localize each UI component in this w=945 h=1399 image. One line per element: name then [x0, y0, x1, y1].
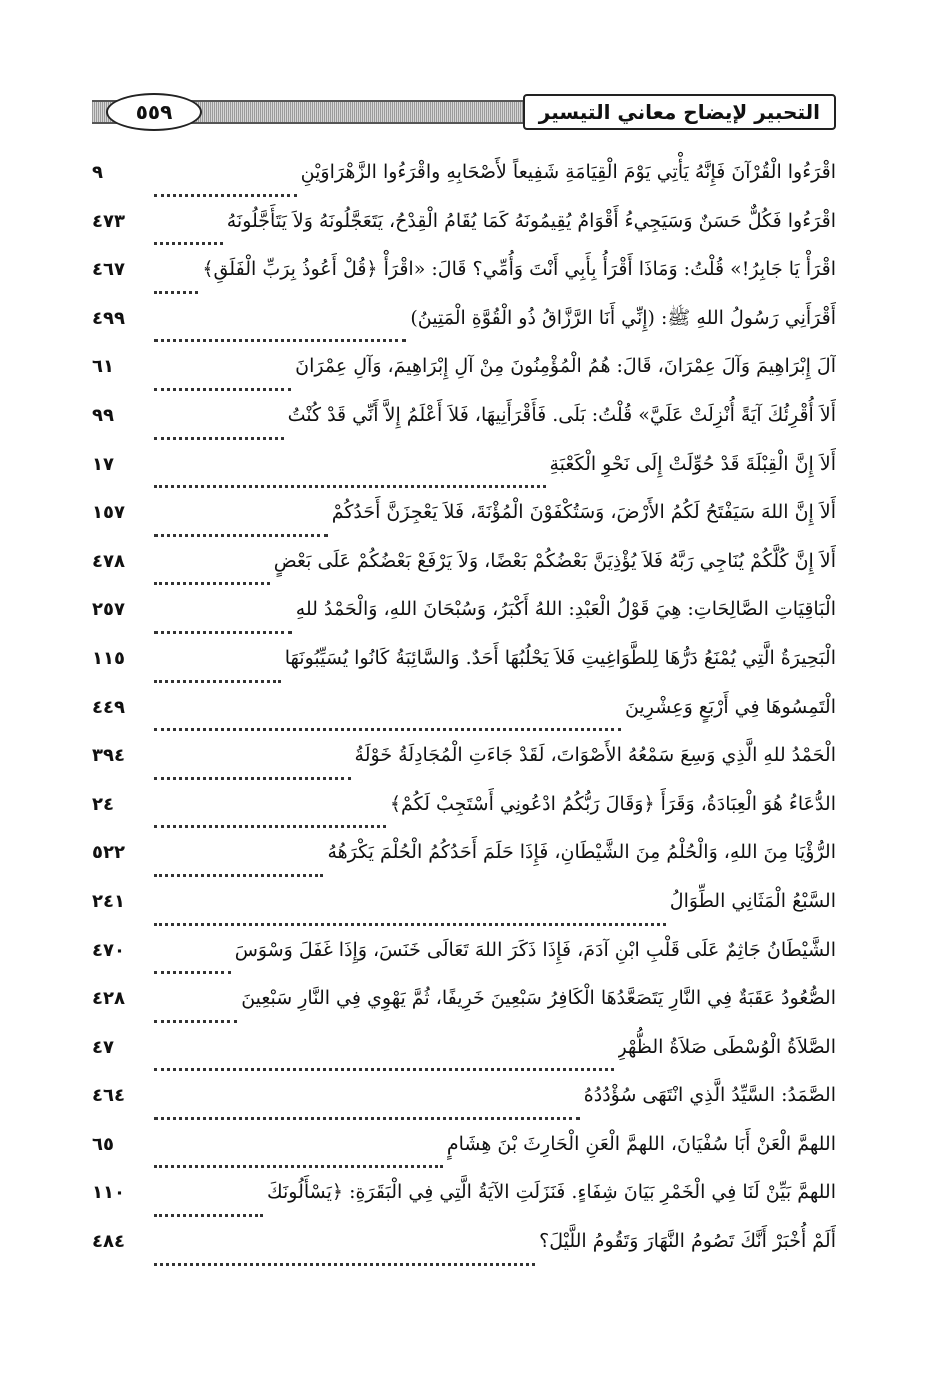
- book-title: التحبير لإيضاح معاني التيسير: [523, 94, 836, 130]
- entry-page-number: ٤٧٣: [92, 210, 125, 232]
- entry-text: الدُّعَاءُ هُوَ الْعِبَادَةُ، وَقَرَأَ ﴿وَقَالَ رَبُّكُمُ ادْعُونِي أَسْتَجِبْ لَكُمْ﴾: [389, 792, 836, 815]
- entry-text: آلَ إِبْرَاهِيمَ وَآلَ عِمْرَانَ، قَالَ: هُمُ الْمُؤْمِنُونَ مِنْ آلِ إِبْرَاهِيمَ، وَآلِ عِمْرَانَ: [295, 355, 836, 378]
- dot-leader: [154, 1247, 535, 1266]
- index-entry: [92, 1217, 836, 1266]
- dot-leader: [154, 323, 406, 342]
- entry-page-number: ٩: [92, 162, 103, 183]
- dot-leader: [154, 226, 223, 245]
- entry-text: الْحَمْدُ للهِ الَّذِي وَسِعَ سَمْعُهُ الأَصْوَاتَ، لَقَدْ جَاءَتِ الْمُجَادِلَةُ خَوْلَةُ: [354, 744, 836, 767]
- index-entry: [92, 877, 836, 926]
- index-entry: [92, 1168, 836, 1217]
- entry-page-number: ٢٤١: [92, 890, 125, 912]
- dot-leader: [154, 518, 328, 537]
- index-entry: [92, 926, 836, 975]
- entry-page-number: ٤٤٩: [92, 696, 125, 718]
- entry-text: الصَّلاَةُ الْوُسْطَى صَلاَةُ الظُّهْرِ: [617, 1035, 836, 1058]
- index-entry: [92, 197, 836, 246]
- dot-leader: [154, 907, 666, 926]
- index-entry: [92, 440, 836, 489]
- entry-page-number: ٤٧٠: [92, 939, 125, 961]
- entry-text: الْبَاقِيَاتِ الصَّالِحَاتِ: هِيَ قَوْلُ الْعَبْدِ: اللهُ أَكْبَرُ، وَسُبْحَانَ اللهِ، وَالْحَمْدُ للهِ: [295, 598, 836, 621]
- dot-leader: [154, 955, 231, 974]
- index-entry: [92, 683, 836, 732]
- entry-text: اقْرَءُوا الْقُرْآنَ فَإِنَّهُ يَأْتِي يَوْمَ الْقِيَامَةِ شَفِيعاً لأَصْحَابِهِ واقْرَءُوا الزَّهْرَاوَيْنِ: [300, 161, 836, 183]
- entry-text: الصُّعُودُ عَقَبَةٌ فِي النَّارِ يَتَصَعَّدُهَا الْكَافِرُ سَبْعِينَ خَرِيفًا، ثُمَّ يَهْوِي فِي النَّارِ سَبْعِينَ: [241, 987, 836, 1010]
- entry-page-number: ٦١: [92, 356, 114, 378]
- entry-text: الصَّمَدُ: السَّيِّدُ الَّذِي انْتَهَى سُؤْدُدُهُ: [583, 1084, 836, 1107]
- dot-leader: [154, 372, 291, 391]
- entry-text: السَّبْعُ الْمَثَانِي الطِّوَالُ: [669, 889, 836, 912]
- dot-leader: [154, 664, 281, 683]
- entry-page-number: ٥٢٢: [92, 842, 125, 864]
- page-number: ٥٥٩: [106, 93, 202, 131]
- hadith-index-list: [92, 148, 836, 1266]
- entry-page-number: ١٧: [92, 453, 114, 475]
- dot-leader: [154, 469, 546, 488]
- entry-text: أَلاَ أُقْرِئُكَ آيَةً أُنْزِلَتْ عَلَيَّ» قُلْتُ: بَلَى. فَأَقْرَأَنِيهَا، فَلاَ أَعْلَمُ إِلاَّ أَنِّي قَدْ كُنْتُ: [287, 403, 836, 426]
- entry-page-number: ٤٦٤: [92, 1085, 125, 1107]
- index-entry: [92, 294, 836, 343]
- entry-text: الْتَمِسُوهَا فِي أَرْبَعٍ وَعِشْرِينَ: [625, 695, 836, 718]
- entry-text: اللهمَّ بَيِّنْ لَنَا فِي الْخَمْرِ بَيَانَ شِفَاءٍ. فَنَزَلَتِ الآيَةُ الَّتِي فِي الْبَقَرَةِ: ﴿يَسْأَلُونَكَ: [266, 1181, 836, 1204]
- entry-text: اقْرَأْ يَا جَابِرُ!» قُلْتُ: وَمَاذَا أَقْرَأُ بِأَبِي أَنْتَ وَأُمِّي؟ قَالَ: «اقْرَأْ ﴿قُلْ أَعُوذُ بِرَبِّ الْفَلَقِ﴾: [202, 258, 836, 281]
- entry-page-number: ٣٩٤: [92, 745, 125, 767]
- dot-leader: [154, 566, 270, 585]
- entry-page-number: ٩٩: [92, 404, 114, 426]
- entry-page-number: ٤٧٨: [92, 550, 125, 572]
- entry-page-number: ١١٥: [92, 647, 125, 669]
- dot-leader: [154, 858, 323, 877]
- index-entry: [92, 1071, 836, 1120]
- index-entry: [92, 1023, 836, 1072]
- entry-page-number: ٦٥: [92, 1133, 114, 1155]
- entry-page-number: ٤٦٧: [92, 259, 125, 281]
- entry-page-number: ١٥٧: [92, 502, 125, 524]
- entry-page-number: ٤٩٩: [92, 307, 125, 329]
- entry-text: أَلَمْ أُخْبَرْ أَنَّكَ تَصُومُ النَّهَارَ وَتَقُومُ اللَّيْلَ؟: [539, 1230, 836, 1253]
- dot-leader: [154, 178, 297, 197]
- dot-leader: [154, 615, 292, 634]
- index-entry: [92, 634, 836, 683]
- index-entry: [92, 342, 836, 391]
- index-entry: [92, 974, 836, 1023]
- entry-text: أَلاَ إِنَّ كُلَّكُمْ يُنَاجِي رَبَّهُ فَلاَ يُؤْذِيَنَّ بَعْضُكُمْ بَعْضًا، وَلاَ يَرْفَعْ بَعْضُكُمْ عَلَى بَعْضٍ: [273, 549, 836, 572]
- page-header: [92, 92, 836, 142]
- index-entry: [92, 488, 836, 537]
- index-entry: [92, 780, 836, 829]
- entry-text: أَلاَ إِنَّ اللهَ سَيَفْتَحُ لَكُمُ الأَرْضَ، وَسَتُكْفَوْنَ الْمُؤْنَةَ، فَلاَ يَعْجِزَنَّ أَحَدُكُمْ: [331, 501, 836, 524]
- dot-leader: [154, 1149, 443, 1168]
- index-entry: [92, 731, 836, 780]
- index-entry: [92, 585, 836, 634]
- index-entry: [92, 1120, 836, 1169]
- entry-page-number: ١١٠: [92, 1182, 125, 1204]
- dot-leader: [154, 712, 621, 731]
- dot-leader: [154, 761, 351, 780]
- entry-text: أَلاَ إِنَّ الْقِبْلَةَ قَدْ حُوِّلَتْ إِلَى نَحْوِ الْكَعْبَةِ: [549, 452, 836, 475]
- entry-page-number: ٤٧: [92, 1036, 114, 1058]
- index-entry: [92, 148, 836, 197]
- index-entry: [92, 537, 836, 586]
- entry-text: الرُّؤْيَا مِنَ اللهِ، وَالْحُلْمُ مِنَ الشَّيْطَانِ، فَإِذَا حَلَمَ أَحَدُكُمُ الْحُلْمَ يَكْرَهُهُ: [327, 841, 836, 864]
- index-entry: [92, 245, 836, 294]
- dot-leader: [154, 1052, 614, 1071]
- index-page: [92, 92, 836, 1253]
- entry-text: اللهمَّ الْعَنْ أَبَا سُفْيَانَ، اللهمَّ الْعَنِ الْحَارِثَ بْنَ هِشَامٍ: [446, 1132, 836, 1155]
- dot-leader: [154, 275, 198, 294]
- entry-page-number: ٢٤: [92, 793, 114, 815]
- entry-text: الشَّيْطَانُ جَاثِمٌ عَلَى قَلْبِ ابْنِ آدَمَ، فَإِذَا ذَكَرَ اللهَ تَعَالَى خَنَسَ، وَإِذَا غَفَلَ وَسْوَسَ: [234, 938, 836, 961]
- entry-text: أَقْرَأَنِي رَسُولُ اللهِ ﷺ: (إِنِّي أَنَا الرَّزَّاقُ ذُو الْقُوَّةِ الْمَتِينُ): [410, 306, 836, 329]
- entry-text: الْبَحِيرَةُ الَّتِي يُمْنَعُ دَرُّهَا لِلطَّوَاغِيتِ فَلاَ يَحْلُبُهَا أَحَدٌ. وَالسَّائِبَةُ كَانُوا يُسَيِّبُونَهَا: [284, 646, 836, 669]
- dot-leader: [154, 1101, 580, 1120]
- entry-page-number: ٤٢٨: [92, 988, 125, 1010]
- entry-text: اقْرَءُوا فَكُلٌّ حَسَنٌ وَسَيَجِيءُ أَقْوَامٌ يُقِيمُونَهُ كَمَا يُقَامُ الْقِدْحُ، يَتَعَجَّلُونَهُ وَلاَ يَتَأَجَّلُونَهُ: [226, 209, 836, 232]
- index-entry: [92, 828, 836, 877]
- dot-leader: [154, 1004, 237, 1023]
- dot-leader: [154, 809, 386, 828]
- entry-page-number: ٤٨٤: [92, 1231, 125, 1253]
- dot-leader: [154, 1198, 263, 1217]
- index-entry: [92, 391, 836, 440]
- dot-leader: [154, 421, 284, 440]
- entry-page-number: ٢٥٧: [92, 599, 125, 621]
